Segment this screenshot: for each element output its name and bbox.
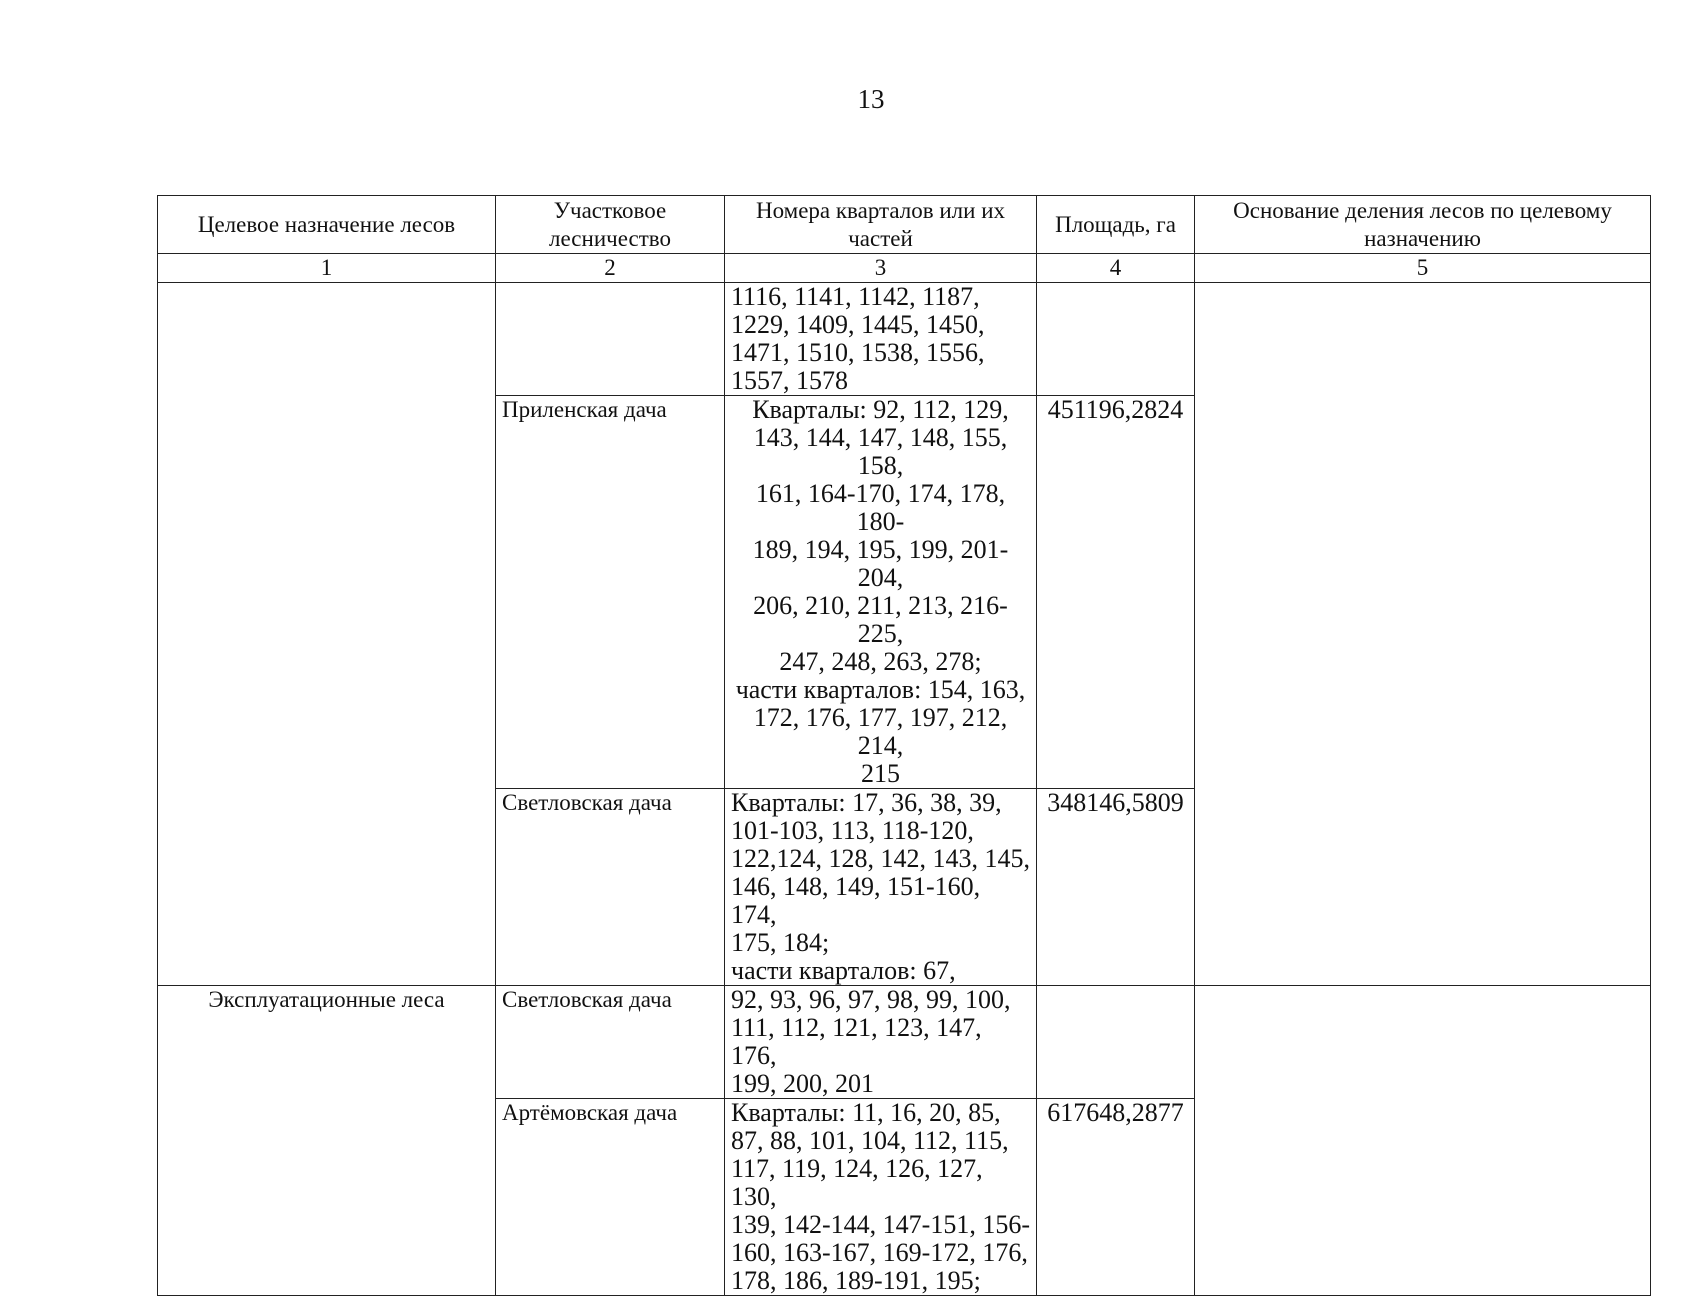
- column-number: 5: [1195, 254, 1651, 283]
- area-cell: [1037, 283, 1195, 396]
- quarters-cell: Кварталы: 17, 36, 38, 39, 101-103, 113, 118-120, 122,124, 128, 142, 143, 145, 146, 148, 149, 151-160, 174, 175, 184; части кварталов: 67,: [725, 789, 1037, 986]
- header-quarters: Номера кварталов или их частей: [725, 196, 1037, 254]
- area-cell: 348146,5809: [1037, 789, 1195, 986]
- forestry-cell: [496, 283, 725, 396]
- basis-cell: [1195, 283, 1651, 986]
- header-purpose: Целевое назначение лесов: [158, 196, 496, 254]
- table-header-row: [158, 196, 1651, 254]
- quarters-cell: 1116, 1141, 1142, 1187, 1229, 1409, 1445, 1450, 1471, 1510, 1538, 1556, 1557, 1578: [725, 283, 1037, 396]
- forestry-cell: Светловская дача: [496, 789, 725, 986]
- forest-purpose-table: [157, 195, 1651, 1296]
- quarters-cell: Кварталы: 11, 16, 20, 85, 87, 88, 101, 104, 112, 115, 117, 119, 124, 126, 127, 130, 139, 142-144, 147-151, 156- 160, 163-167, 169-172, 176, 178, 186, 189-191, 195;: [725, 1099, 1037, 1296]
- area-cell: 617648,2877: [1037, 1099, 1195, 1296]
- area-cell: [1037, 986, 1195, 1099]
- quarters-cell: 92, 93, 96, 97, 98, 99, 100, 111, 112, 121, 123, 147, 176, 199, 200, 201: [725, 986, 1037, 1099]
- purpose-cell: [158, 283, 496, 986]
- header-forestry: Участковое лесничество: [496, 196, 725, 254]
- area-cell: 451196,2824: [1037, 396, 1195, 789]
- column-number: 3: [725, 254, 1037, 283]
- column-number: 1: [158, 254, 496, 283]
- forestry-cell: Артёмовская дача: [496, 1099, 725, 1296]
- table-row: [158, 986, 1651, 1099]
- quarters-cell: Кварталы: 92, 112, 129, 143, 144, 147, 148, 155, 158, 161, 164-170, 174, 178, 180- 189, 194, 195, 199, 201-204, 206, 210, 211, 213, 216-225, 247, 248, 263, 278; части кварталов: 154, 163, 172, 176, 177, 197, 212, 214, 215: [725, 396, 1037, 789]
- column-number: 4: [1037, 254, 1195, 283]
- basis-cell: [1195, 986, 1651, 1296]
- purpose-cell: Эксплуатационные леса: [158, 986, 496, 1296]
- column-number-row: [158, 254, 1651, 283]
- forestry-cell: Светловская дача: [496, 986, 725, 1099]
- forestry-cell: Приленская дача: [496, 396, 725, 789]
- header-basis: Основание деления лесов по целевому назначению: [1195, 196, 1651, 254]
- column-number: 2: [496, 254, 725, 283]
- table-row: [158, 283, 1651, 396]
- header-area: Площадь, га: [1037, 196, 1195, 254]
- page-number: 13: [857, 84, 885, 114]
